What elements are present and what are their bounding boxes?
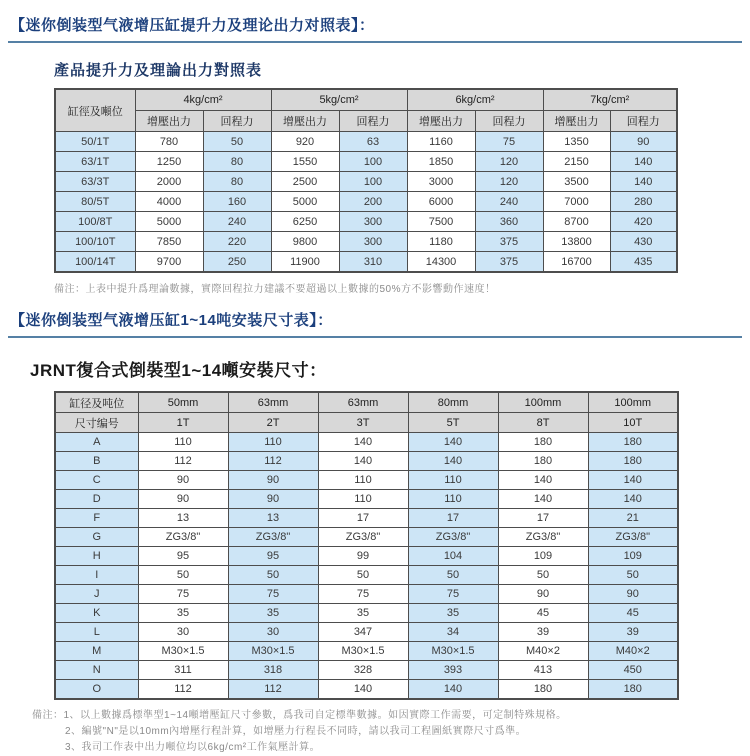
cell-value: 99 — [318, 547, 408, 566]
cell-value: 50 — [588, 566, 678, 585]
cell-value: 112 — [138, 680, 228, 700]
table-row — [55, 528, 678, 547]
cell-value: 95 — [138, 547, 228, 566]
cell-value: 5000 — [135, 212, 203, 232]
note-line-2: 2、編號"N"是以10mm內增壓行程計算，如增壓力行程長不同時，請以我司工程圖紙實際尺寸爲準。 — [65, 726, 527, 737]
cell-value: ZG3/8" — [318, 528, 408, 547]
cell-value: 140 — [408, 433, 498, 452]
cell-value: 180 — [588, 680, 678, 700]
cell-value: 63 — [339, 132, 407, 152]
cell-value: 6250 — [271, 212, 339, 232]
cell-value: 140 — [408, 452, 498, 471]
cell-value: 50 — [138, 566, 228, 585]
cell-value: 9700 — [135, 252, 203, 273]
bore-50mm-header: 50mm — [138, 392, 228, 413]
cell-value: 140 — [588, 471, 678, 490]
row-label: 80/5T — [55, 192, 135, 212]
table-row — [55, 680, 678, 700]
tonnage-2t-header: 2T — [228, 413, 318, 433]
cell-value: 200 — [339, 192, 407, 212]
lift-force-table — [54, 88, 678, 273]
cell-value: 95 — [228, 547, 318, 566]
cell-value: 110 — [228, 433, 318, 452]
cell-value: 39 — [588, 623, 678, 642]
cell-value: 100 — [339, 172, 407, 192]
cell-value: 90 — [138, 490, 228, 509]
return-force-header: 回程力 — [339, 111, 407, 132]
row-label: O — [55, 680, 138, 700]
table-row — [55, 212, 677, 232]
section2-divider — [8, 336, 742, 338]
cell-value: 280 — [610, 192, 677, 212]
row-label: 50/1T — [55, 132, 135, 152]
cell-value: 90 — [588, 585, 678, 604]
cell-value: ZG3/8" — [408, 528, 498, 547]
cell-value: 140 — [318, 680, 408, 700]
cell-value: 347 — [318, 623, 408, 642]
cell-value: 120 — [475, 152, 543, 172]
cell-value: 140 — [610, 172, 677, 192]
bore-tonnage-header: 缸径及吨位 — [55, 392, 138, 413]
lift-force-table-head — [55, 89, 677, 132]
cell-value: 17 — [408, 509, 498, 528]
cell-value: 420 — [610, 212, 677, 232]
install-dimensions-table — [54, 391, 679, 700]
pressure-group-6kg: 6kg/cm² — [407, 89, 543, 111]
cell-value: M40×2 — [498, 642, 588, 661]
row-label: M — [55, 642, 138, 661]
cell-value: M30×1.5 — [408, 642, 498, 661]
boost-output-header: 增壓出力 — [407, 111, 475, 132]
cell-value: 17 — [318, 509, 408, 528]
cell-value: 3000 — [407, 172, 475, 192]
install-dimensions-table-body — [55, 433, 678, 700]
cell-value: 1180 — [407, 232, 475, 252]
cell-value: 450 — [588, 661, 678, 680]
note-line-1: 備注：1、以上數據爲標準型1~14噸增壓缸尺寸參數，爲我司自定標準數據。如因實際工作需要，可定制特殊規格。 — [32, 710, 567, 721]
table1-title: 產品提升力及理論出力對照表 — [54, 62, 263, 79]
cell-value: 50 — [408, 566, 498, 585]
pressure-group-4kg: 4kg/cm² — [135, 89, 271, 111]
bore-size-row — [55, 392, 678, 413]
cell-value: 311 — [138, 661, 228, 680]
table-row — [55, 642, 678, 661]
cell-value: 4000 — [135, 192, 203, 212]
cell-value: 2500 — [271, 172, 339, 192]
cell-value: 240 — [203, 212, 271, 232]
cell-value: 140 — [610, 152, 677, 172]
cell-value: 35 — [138, 604, 228, 623]
cell-value: 7500 — [407, 212, 475, 232]
cell-value: 110 — [408, 471, 498, 490]
cell-value: 140 — [318, 452, 408, 471]
cell-value: 30 — [228, 623, 318, 642]
return-force-header: 回程力 — [203, 111, 271, 132]
cell-value: 90 — [228, 471, 318, 490]
cell-value: 2000 — [135, 172, 203, 192]
cell-value: 90 — [498, 585, 588, 604]
cell-value: 1350 — [543, 132, 610, 152]
cell-value: 30 — [138, 623, 228, 642]
size-code-header: 尺寸编号 — [55, 413, 138, 433]
row-label: A — [55, 433, 138, 452]
row-label: B — [55, 452, 138, 471]
cell-value: M40×2 — [588, 642, 678, 661]
cell-value: 140 — [498, 490, 588, 509]
table-row — [55, 547, 678, 566]
cell-value: 240 — [475, 192, 543, 212]
cell-value: 360 — [475, 212, 543, 232]
table-row — [55, 152, 677, 172]
row-label: H — [55, 547, 138, 566]
cell-value: 35 — [318, 604, 408, 623]
cell-value: 180 — [498, 433, 588, 452]
cell-value: 13 — [228, 509, 318, 528]
cell-value: 393 — [408, 661, 498, 680]
cell-value: 375 — [475, 232, 543, 252]
cell-value: 50 — [228, 566, 318, 585]
row-label: 100/10T — [55, 232, 135, 252]
cell-value: 13800 — [543, 232, 610, 252]
cell-value: ZG3/8" — [588, 528, 678, 547]
table1-note: 備注：上表中提升爲理論數據，實際回程拉力建議不要超過以上數據的50%方不影響動作速度！ — [54, 284, 496, 295]
cell-value: 39 — [498, 623, 588, 642]
row-label: D — [55, 490, 138, 509]
table-row — [55, 585, 678, 604]
tonnage-row — [55, 413, 678, 433]
install-dimensions-table-head — [55, 392, 678, 433]
cell-value: 75 — [228, 585, 318, 604]
cell-value: 8700 — [543, 212, 610, 232]
cell-value: 110 — [318, 471, 408, 490]
section2-heading: 【迷你倒装型气液增压缸1~14吨安装尺寸表】： — [10, 312, 333, 329]
row-label: 63/3T — [55, 172, 135, 192]
cell-value: 220 — [203, 232, 271, 252]
table-row — [55, 566, 678, 585]
table-row — [55, 172, 677, 192]
bore-100mm-header: 100mm — [498, 392, 588, 413]
cell-value: 112 — [228, 680, 318, 700]
boost-output-header: 增壓出力 — [135, 111, 203, 132]
boost-output-header: 增壓出力 — [543, 111, 610, 132]
cell-value: 180 — [498, 452, 588, 471]
cell-value: 80 — [203, 172, 271, 192]
cell-value: M30×1.5 — [138, 642, 228, 661]
table-row — [55, 232, 677, 252]
tonnage-10t-header: 10T — [588, 413, 678, 433]
row-label: J — [55, 585, 138, 604]
note-line-3: 3、我司工作表中出力噸位均以6kg/cm²工作氣壓計算。 — [65, 742, 321, 753]
cell-value: 90 — [228, 490, 318, 509]
cell-value: 160 — [203, 192, 271, 212]
table-row — [55, 471, 678, 490]
cell-value: 140 — [408, 680, 498, 700]
table-row — [55, 661, 678, 680]
cell-value: 430 — [610, 232, 677, 252]
cell-value: 180 — [588, 433, 678, 452]
cell-value: 110 — [318, 490, 408, 509]
tonnage-8t-header: 8T — [498, 413, 588, 433]
cell-value: 5000 — [271, 192, 339, 212]
cell-value: 300 — [339, 232, 407, 252]
cell-value: 112 — [138, 452, 228, 471]
cell-value: 140 — [498, 471, 588, 490]
bore-63mm-header: 63mm — [228, 392, 318, 413]
cell-value: 300 — [339, 212, 407, 232]
cell-value: 318 — [228, 661, 318, 680]
cell-value: 50 — [318, 566, 408, 585]
row-label: 63/1T — [55, 152, 135, 172]
cell-value: 109 — [588, 547, 678, 566]
return-force-header: 回程力 — [475, 111, 543, 132]
tonnage-1t-header: 1T — [138, 413, 228, 433]
cell-value: 50 — [498, 566, 588, 585]
cell-value: 35 — [408, 604, 498, 623]
cell-value: 21 — [588, 509, 678, 528]
table2-notes — [32, 708, 742, 756]
row-label: L — [55, 623, 138, 642]
cell-value: 920 — [271, 132, 339, 152]
cell-value: M30×1.5 — [228, 642, 318, 661]
cell-value: 120 — [475, 172, 543, 192]
cell-value: 45 — [498, 604, 588, 623]
row-label: 100/14T — [55, 252, 135, 273]
cell-value: 140 — [588, 490, 678, 509]
cell-value: 112 — [228, 452, 318, 471]
cell-value: 75 — [318, 585, 408, 604]
cell-value: ZG3/8" — [498, 528, 588, 547]
cell-value: 413 — [498, 661, 588, 680]
tonnage-3t-header: 3T — [318, 413, 408, 433]
cell-value: 1160 — [407, 132, 475, 152]
cell-value: 180 — [498, 680, 588, 700]
cell-value: 7000 — [543, 192, 610, 212]
cell-value: 90 — [138, 471, 228, 490]
cell-value: 1850 — [407, 152, 475, 172]
bore-100mm-header: 100mm — [588, 392, 678, 413]
cell-value: 17 — [498, 509, 588, 528]
cell-value: 100 — [339, 152, 407, 172]
cell-value: 9800 — [271, 232, 339, 252]
cell-value: 90 — [610, 132, 677, 152]
cell-value: 140 — [318, 433, 408, 452]
cell-value: 1550 — [271, 152, 339, 172]
table-row — [55, 509, 678, 528]
cell-value: ZG3/8" — [138, 528, 228, 547]
lift-force-table-body — [55, 132, 677, 273]
row-label: K — [55, 604, 138, 623]
cell-value: 780 — [135, 132, 203, 152]
cell-value: 45 — [588, 604, 678, 623]
cell-value: 180 — [588, 452, 678, 471]
pressure-group-row — [55, 89, 677, 111]
table-row — [55, 623, 678, 642]
return-force-header: 回程力 — [610, 111, 677, 132]
cell-value: 328 — [318, 661, 408, 680]
table-row — [55, 433, 678, 452]
table-row — [55, 604, 678, 623]
bore-80mm-header: 80mm — [408, 392, 498, 413]
table-row — [55, 490, 678, 509]
cell-value: 7850 — [135, 232, 203, 252]
cell-value: 110 — [408, 490, 498, 509]
cell-value: 3500 — [543, 172, 610, 192]
boost-output-header: 增壓出力 — [271, 111, 339, 132]
cell-value: 75 — [475, 132, 543, 152]
row-label: 100/8T — [55, 212, 135, 232]
cell-value: 34 — [408, 623, 498, 642]
cell-value: 250 — [203, 252, 271, 273]
cell-value: 75 — [138, 585, 228, 604]
cell-value: 11900 — [271, 252, 339, 273]
table-row — [55, 252, 677, 273]
row-label: F — [55, 509, 138, 528]
section1-heading: 【迷你倒装型气液增压缸提升力及理论出力对照表】： — [10, 17, 375, 34]
table-row — [55, 132, 677, 152]
cell-value: 2150 — [543, 152, 610, 172]
cell-value: 375 — [475, 252, 543, 273]
cell-value: M30×1.5 — [318, 642, 408, 661]
table-row — [55, 452, 678, 471]
cell-value: 14300 — [407, 252, 475, 273]
row-label: C — [55, 471, 138, 490]
cell-value: 16700 — [543, 252, 610, 273]
row-label: N — [55, 661, 138, 680]
cell-value: ZG3/8" — [228, 528, 318, 547]
row-label: I — [55, 566, 138, 585]
tonnage-5t-header: 5T — [408, 413, 498, 433]
cell-value: 80 — [203, 152, 271, 172]
cell-value: 75 — [408, 585, 498, 604]
table2-title: JRNT復合式倒裝型1~14噸安裝尺寸： — [30, 361, 327, 380]
corner-header-cell: 缸徑及噸位 — [55, 89, 135, 132]
row-label: G — [55, 528, 138, 547]
pressure-group-5kg: 5kg/cm² — [271, 89, 407, 111]
cell-value: 50 — [203, 132, 271, 152]
bore-63mm-header: 63mm — [318, 392, 408, 413]
cell-value: 13 — [138, 509, 228, 528]
pressure-group-7kg: 7kg/cm² — [543, 89, 677, 111]
cell-value: 109 — [498, 547, 588, 566]
section1-divider — [8, 41, 742, 43]
table-row — [55, 192, 677, 212]
sub-header-row — [55, 111, 677, 132]
cell-value: 310 — [339, 252, 407, 273]
cell-value: 1250 — [135, 152, 203, 172]
cell-value: 6000 — [407, 192, 475, 212]
cell-value: 104 — [408, 547, 498, 566]
cell-value: 35 — [228, 604, 318, 623]
cell-value: 110 — [138, 433, 228, 452]
cell-value: 435 — [610, 252, 677, 273]
